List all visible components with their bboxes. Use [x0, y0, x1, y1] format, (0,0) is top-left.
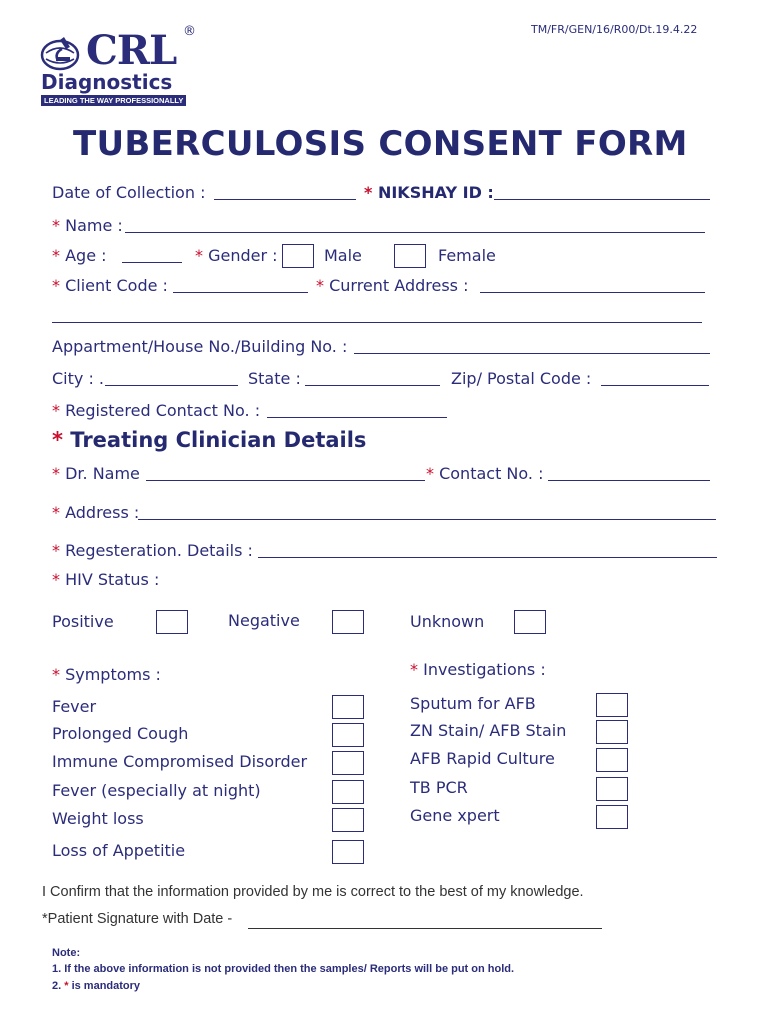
hiv-positive-label: Positive — [52, 612, 114, 631]
city-field[interactable] — [105, 385, 238, 386]
symptom-night-fever-checkbox[interactable] — [332, 780, 364, 804]
note-title: Note: — [52, 947, 81, 959]
date-of-collection-label: Date of Collection : — [52, 183, 206, 202]
male-checkbox[interactable] — [282, 244, 314, 268]
microscope-globe-icon — [40, 33, 86, 73]
symptom-label: Weight loss — [52, 809, 144, 828]
investigation-label: ZN Stain/ AFB Stain — [410, 721, 567, 740]
male-label: Male — [324, 246, 362, 265]
registered-mark: ® — [183, 24, 196, 39]
symptoms-heading: * Symptoms : — [52, 665, 161, 684]
name-field[interactable] — [125, 232, 705, 233]
gender-label: * Gender : — [195, 246, 278, 265]
female-checkbox[interactable] — [394, 244, 426, 268]
symptom-loss-appetite-checkbox[interactable] — [332, 840, 364, 864]
registration-field[interactable] — [258, 557, 717, 558]
symptom-label: Immune Compromised Disorder — [52, 752, 308, 771]
symptom-label: Fever (especially at night) — [52, 781, 261, 800]
age-field[interactable] — [122, 262, 182, 263]
symptom-fever-checkbox[interactable] — [332, 695, 364, 719]
symptom-label: Fever — [52, 697, 97, 716]
investigations-heading: * Investigations : — [410, 660, 546, 679]
client-code-label: * Client Code : — [52, 276, 168, 295]
name-label: * Name : — [52, 216, 123, 235]
confirmation-statement: I Confirm that the information provided by me is correct to the best of my knowledge. — [42, 884, 584, 900]
signature-label: *Patient Signature with Date - — [42, 911, 233, 927]
contact-label: * Registered Contact No. : — [52, 401, 261, 420]
investigation-zn-stain-checkbox[interactable] — [596, 720, 628, 744]
logo-brand: CRL — [86, 27, 177, 74]
state-label: State : — [248, 369, 301, 388]
investigation-label: AFB Rapid Culture — [410, 749, 555, 768]
contact-field[interactable] — [267, 417, 447, 418]
investigation-label: TB PCR — [410, 778, 468, 797]
dr-contact-label: * Contact No. : — [426, 464, 544, 483]
form-title: TUBERCULOSIS CONSENT FORM — [73, 124, 688, 164]
hiv-status-label: * HIV Status : — [52, 570, 160, 589]
clinician-address-field[interactable] — [138, 519, 716, 520]
hiv-negative-label: Negative — [228, 611, 300, 630]
building-field[interactable] — [354, 353, 710, 354]
nikshay-id-field[interactable] — [494, 199, 710, 200]
building-label: Appartment/House No./Building No. : — [52, 337, 348, 356]
note-item: 1. If the above information is not provided then the samples/ Reports will be put on hold. — [52, 963, 515, 975]
logo-name: Diagnostics — [41, 70, 173, 94]
city-label: City : . — [52, 369, 105, 388]
symptom-immune-disorder-checkbox[interactable] — [332, 751, 364, 775]
investigation-label: Sputum for AFB — [410, 694, 536, 713]
investigation-rapid-culture-checkbox[interactable] — [596, 748, 628, 772]
current-address-continuation-field[interactable] — [52, 322, 702, 323]
investigation-label: Gene xpert — [410, 806, 500, 825]
date-of-collection-field[interactable] — [214, 199, 356, 200]
current-address-label: * Current Address : — [316, 276, 469, 295]
symptom-prolonged-cough-checkbox[interactable] — [332, 723, 364, 747]
zip-label: Zip/ Postal Code : — [451, 369, 592, 388]
nikshay-id-label: * NIKSHAY ID : — [364, 183, 494, 202]
symptom-label: Loss of Appetitie — [52, 841, 186, 860]
signature-field[interactable] — [248, 928, 602, 929]
investigation-gene-xpert-checkbox[interactable] — [596, 805, 628, 829]
hiv-unknown-label: Unknown — [410, 612, 485, 631]
state-field[interactable] — [305, 385, 440, 386]
zip-field[interactable] — [601, 385, 709, 386]
clinician-section-heading: * Treating Clinician Details — [52, 428, 367, 452]
symptom-weight-loss-checkbox[interactable] — [332, 808, 364, 832]
dr-name-field[interactable] — [146, 480, 425, 481]
investigation-sputum-checkbox[interactable] — [596, 693, 628, 717]
document-code: TM/FR/GEN/16/R00/Dt.19.4.22 — [531, 23, 698, 36]
hiv-unknown-checkbox[interactable] — [514, 610, 546, 634]
registration-label: * Regesteration. Details : — [52, 541, 253, 560]
female-label: Female — [438, 246, 496, 265]
client-code-field[interactable] — [173, 292, 308, 293]
logo-tagline: LEADING THE WAY PROFESSIONALLY — [41, 95, 186, 106]
symptom-label: Prolonged Cough — [52, 724, 189, 743]
dr-name-label: * Dr. Name — [52, 464, 140, 483]
investigation-tb-pcr-checkbox[interactable] — [596, 777, 628, 801]
hiv-positive-checkbox[interactable] — [156, 610, 188, 634]
note-item: 2. * is mandatory — [52, 980, 141, 992]
dr-contact-field[interactable] — [548, 480, 710, 481]
age-label: * Age : — [52, 246, 107, 265]
clinician-address-label: * Address : — [52, 503, 140, 522]
hiv-negative-checkbox[interactable] — [332, 610, 364, 634]
current-address-field[interactable] — [480, 292, 705, 293]
